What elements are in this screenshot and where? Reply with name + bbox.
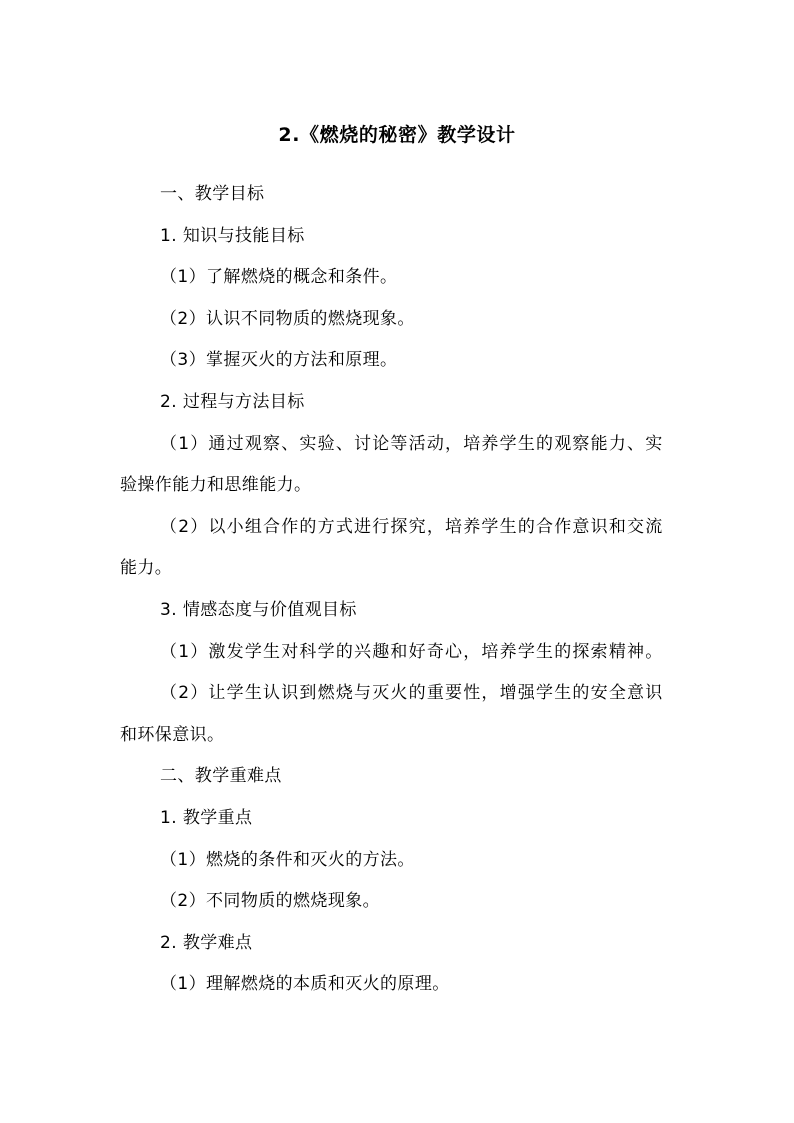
paragraph-line: 和环保意识。 <box>120 725 225 745</box>
paragraph-line: （1）燃烧的条件和灭火的方法。 <box>160 850 415 870</box>
subheading-knowledge-skills: 1. 知识与技能目标 <box>160 226 305 246</box>
paragraph-line: （1）了解燃烧的概念和条件。 <box>160 267 398 287</box>
subheading-difficulties: 2. 教学难点 <box>160 933 253 953</box>
subheading-key-points: 1. 教学重点 <box>160 808 253 828</box>
paragraph-line: （1）通过观察、实验、讨论等活动，培养学生的观察能力、实 <box>160 434 664 454</box>
paragraph-line: 能力。 <box>120 558 173 578</box>
section-heading-key-points: 二、教学重难点 <box>160 766 282 786</box>
paragraph-line: （2）认识不同物质的燃烧现象。 <box>160 309 415 329</box>
paragraph-line: 验操作能力和思维能力。 <box>120 475 312 495</box>
subheading-process-methods: 2. 过程与方法目标 <box>160 392 305 412</box>
paragraph-line: （3）掌握灭火的方法和原理。 <box>160 350 398 370</box>
paragraph-line: （1）激发学生对科学的兴趣和好奇心，培养学生的探索精神。 <box>160 642 664 662</box>
paragraph-line: （2）以小组合作的方式进行探究，培养学生的合作意识和交流 <box>160 517 664 537</box>
paragraph-line: （2）不同物质的燃烧现象。 <box>160 891 381 911</box>
section-heading-objectives: 一、教学目标 <box>160 184 265 204</box>
subheading-emotion-values: 3. 情感态度与价值观目标 <box>160 600 357 620</box>
paragraph-line: （2）让学生认识到燃烧与灭火的重要性，增强学生的安全意识 <box>160 683 664 703</box>
paragraph-line: （1）理解燃烧的本质和灭火的原理。 <box>160 974 450 994</box>
document-title: 2.《燃烧的秘密》教学设计 <box>278 124 516 146</box>
